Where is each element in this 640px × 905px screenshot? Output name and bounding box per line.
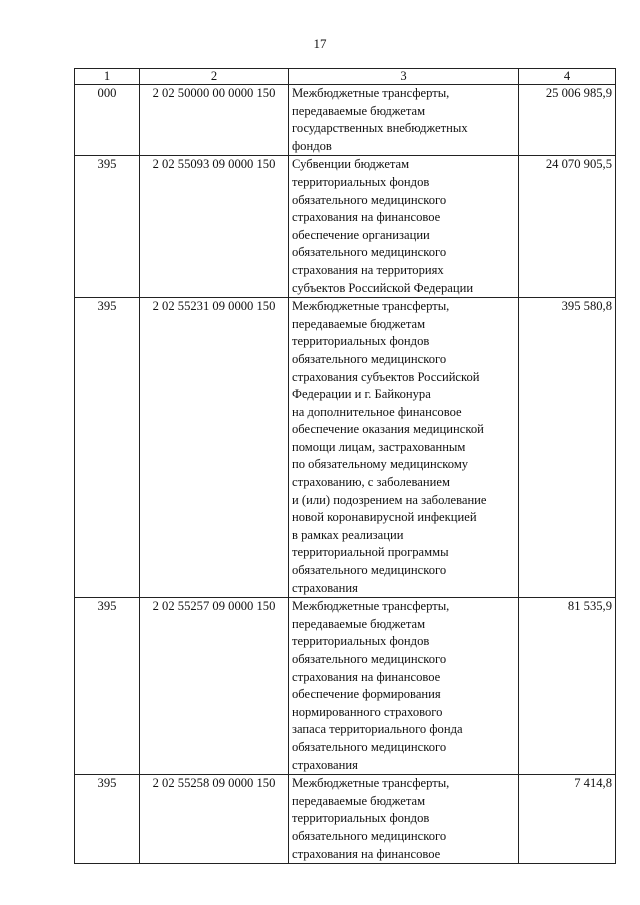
budget-table [74, 68, 616, 864]
table-row [75, 298, 616, 598]
column-header: 4 [519, 69, 616, 85]
amount-cell: 395 580,8 [519, 298, 616, 598]
description-cell: Межбюджетные трансферты, передаваемые бюджетам территориальных фондов обязательного медицинского страхования субъектов Российской Федерации и г. Байконура на дополнительное финансовое обеспечение оказания медицинской помощи лицам, застрахованным по обязательному медицинскому страхованию, с заболеванием и (или) подозрением на заболевание новой коронавирусной инфекцией в рамках реализации территориальной программы обязательного медицинского страхования [289, 298, 519, 598]
table-header-row [75, 69, 616, 85]
classification-code-cell: 2 02 55093 09 0000 150 [140, 156, 289, 298]
admin-code-cell: 395 [75, 298, 140, 598]
table-row [75, 775, 616, 864]
table-row [75, 598, 616, 775]
page-number: 17 [313, 36, 327, 51]
amount-cell: 7 414,8 [519, 775, 616, 864]
description-cell: Субвенции бюджетам территориальных фондов обязательного медицинского страхования на финансовое обеспечение организации обязательного медицинского страхования на территориях субъектов Российской Федерации [289, 156, 519, 298]
admin-code-cell: 395 [75, 775, 140, 864]
amount-cell: 24 070 905,5 [519, 156, 616, 298]
table-row [75, 85, 616, 156]
description-cell: Межбюджетные трансферты, передаваемые бюджетам территориальных фондов обязательного медицинского страхования на финансовое обеспечение формирования нормированного страхового запаса территориального фонда обязательного медицинского страхования [289, 598, 519, 775]
amount-cell: 81 535,9 [519, 598, 616, 775]
table-row [75, 156, 616, 298]
classification-code-cell: 2 02 55258 09 0000 150 [140, 775, 289, 864]
column-header: 3 [289, 69, 519, 85]
column-header: 1 [75, 69, 140, 85]
classification-code-cell: 2 02 50000 00 0000 150 [140, 85, 289, 156]
amount-cell: 25 006 985,9 [519, 85, 616, 156]
classification-code-cell: 2 02 55231 09 0000 150 [140, 298, 289, 598]
admin-code-cell: 000 [75, 85, 140, 156]
classification-code-cell: 2 02 55257 09 0000 150 [140, 598, 289, 775]
description-cell: Межбюджетные трансферты, передаваемые бюджетам территориальных фондов обязательного медицинского страхования на финансовое [289, 775, 519, 864]
admin-code-cell: 395 [75, 598, 140, 775]
admin-code-cell: 395 [75, 156, 140, 298]
description-cell: Межбюджетные трансферты, передаваемые бюджетам государственных внебюджетных фондов [289, 85, 519, 156]
column-header: 2 [140, 69, 289, 85]
